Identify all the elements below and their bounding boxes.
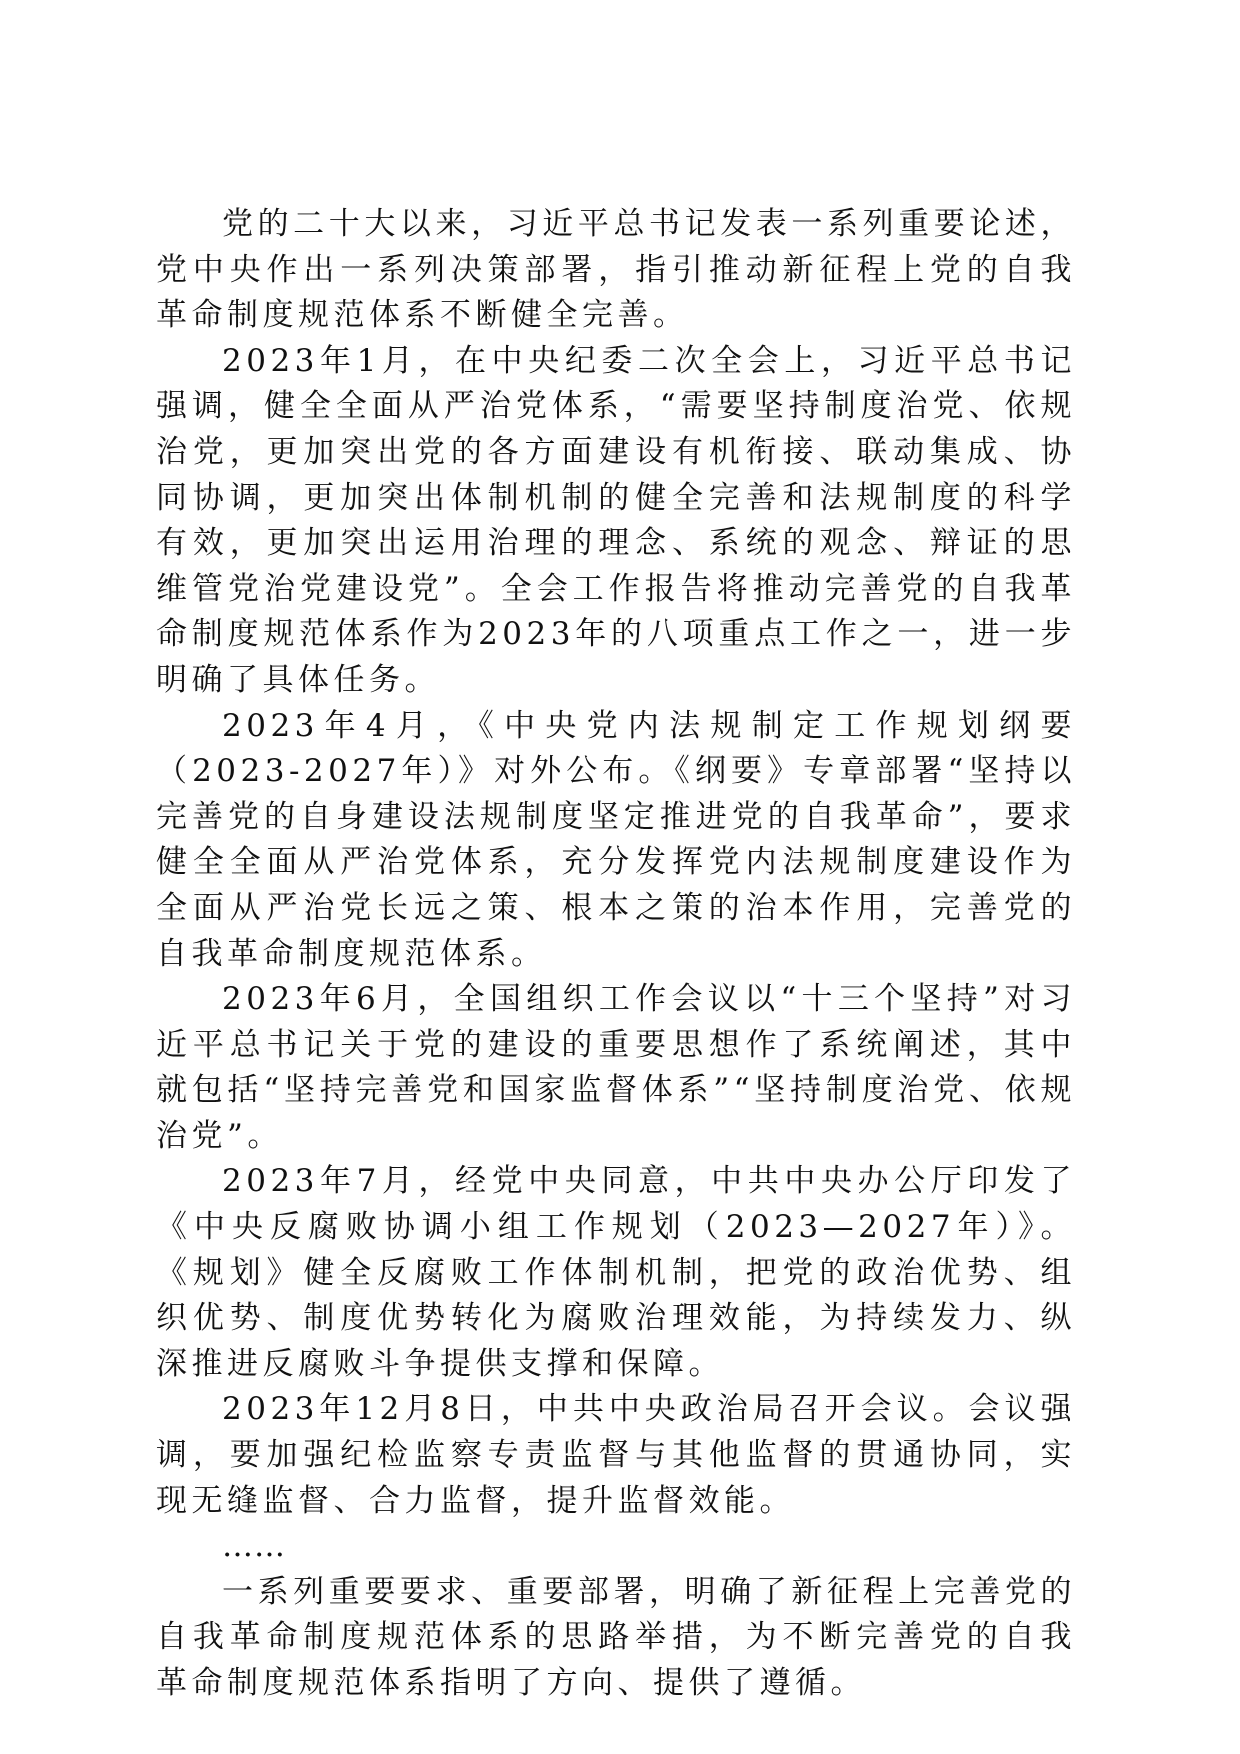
paragraph-2023-december: 2023年12月8日，中共中央政治局召开会议。会议强调，要加强纪检监察专责监督与其他监督的贯通协同，实现无缝监督、合力监督，提升监督效能。 — [156, 1391, 1076, 1519]
paragraph-2023-june: 2023年6月，全国组织工作会议以“十三个坚持”对习近平总书记关于党的建设的重要思想作了系统阐述，其中就包括“坚持完善党和国家监督体系”“坚持制度治党、依规治党”。 — [156, 981, 1076, 1154]
paragraph-2023-january: 2023年1月，在中央纪委二次全会上，习近平总书记强调，健全全面从严治党体系，“需要坚持制度治党、依规治党，更加突出党的各方面建设有机衔接、联动集成、协同协调，更加突出体制机制的健全完善和法规制度的科学有效，更加突出运用治理的理念、系统的观念、辩证的思维管党治党建设党”。全会工作报告将推动完善党的自我革命制度规范体系作为2023年的八项重点工作之一，进一步明确了具体任务。 — [156, 342, 1076, 698]
paragraph-2023-july: 2023年7月，经党中央同意，中共中央办公厅印发了《中央反腐败协调小组工作规划（2023—2027年）》。《规划》健全反腐败工作体制机制，把党的政治优势、组织优势、制度优势转化为腐败治理效能，为持续发力、纵深推进反腐败斗争提供支撑和保障。 — [156, 1163, 1076, 1382]
paragraph-2023-april: 2023年4月，《中央党内法规制定工作规划纲要（2023-2027年）》对外公布。《纲要》专章部署“坚持以完善党的自身建设法规制度坚定推进党的自我革命”，要求健全全面从严治党体系，充分发挥党内法规制度建设作为全面从严治党长远之策、根本之策的治本作用，完善党的自我革命制度规范体系。 — [156, 707, 1076, 972]
paragraph-conclusion: 一系列重要要求、重要部署，明确了新征程上完善党的自我革命制度规范体系的思路举措，为不断完善党的自我革命制度规范体系指明了方向、提供了遵循。 — [156, 1573, 1076, 1701]
paragraph-ellipsis: …… — [222, 1528, 286, 1565]
document-body — [156, 202, 1076, 1707]
paragraph-intro: 党的二十大以来，习近平总书记发表一系列重要论述，党中央作出一系列决策部署，指引推动新征程上党的自我革命制度规范体系不断健全完善。 — [156, 206, 1076, 334]
